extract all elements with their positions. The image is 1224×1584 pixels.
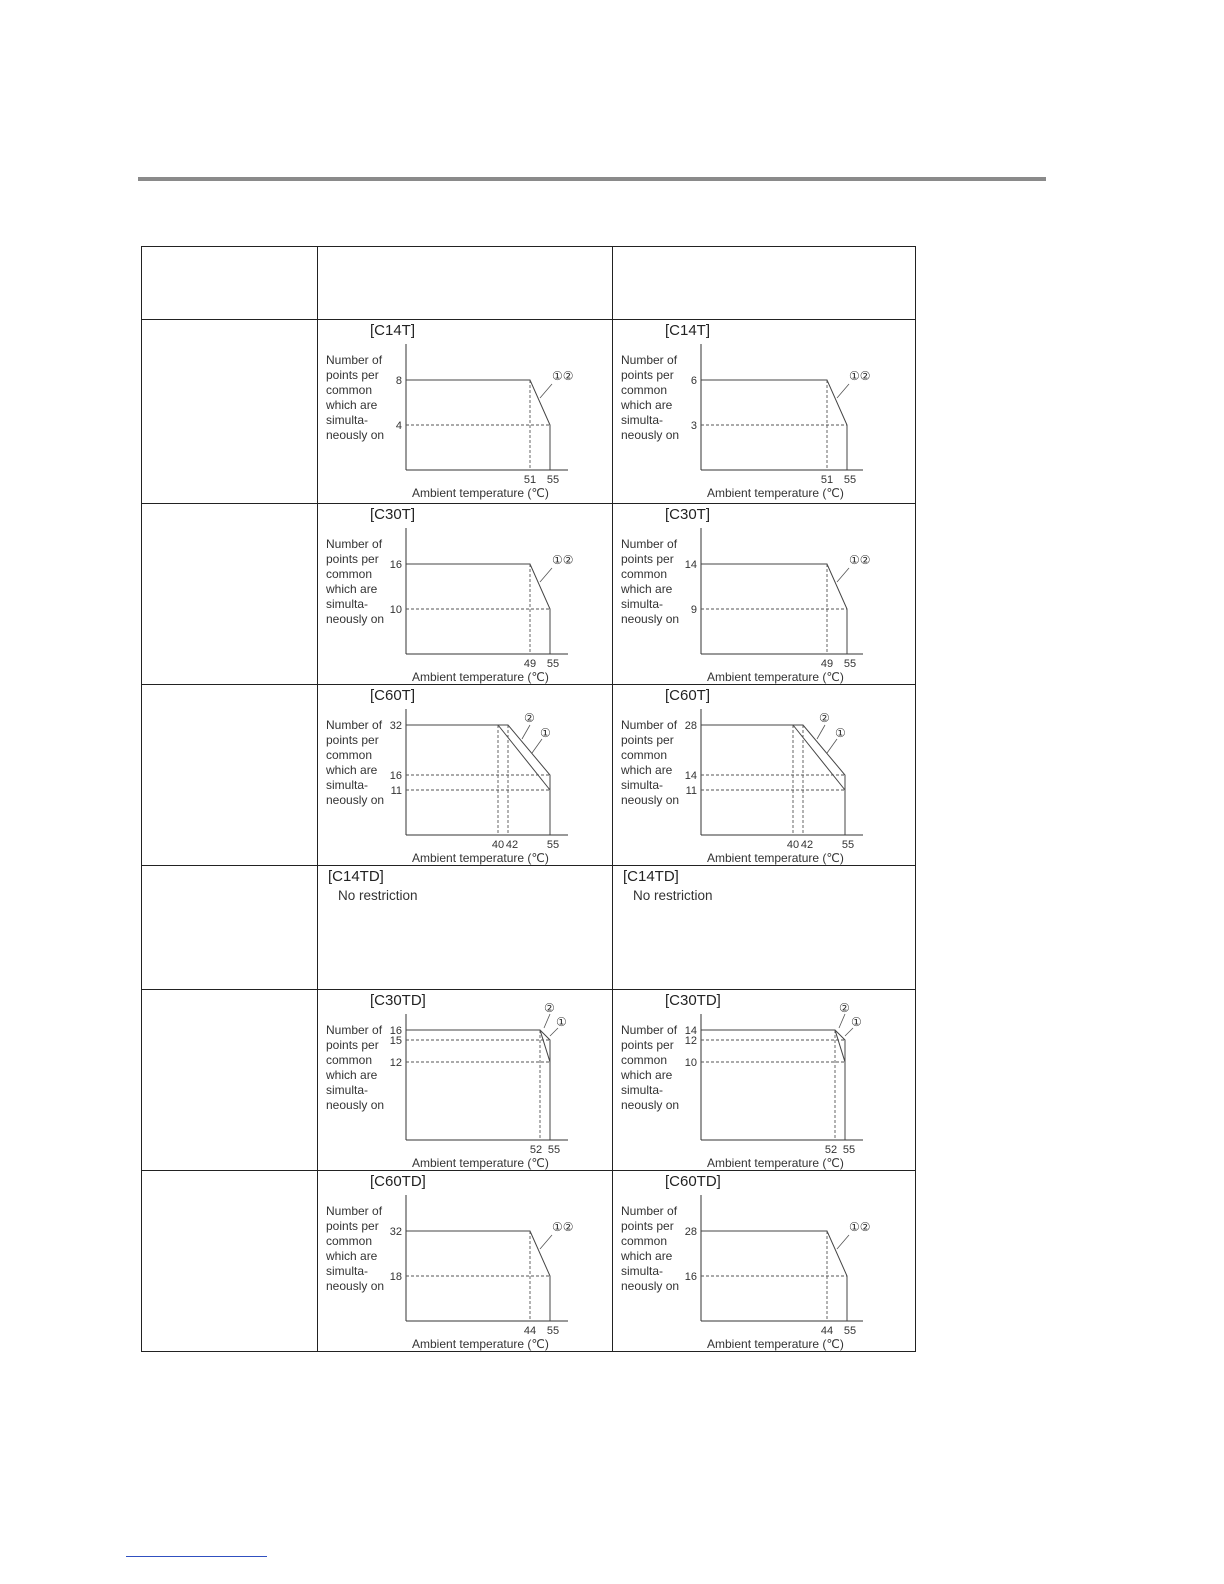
callout-leader [837, 1235, 849, 1249]
callout-label-2: ② [839, 1001, 850, 1015]
table-row-c60t [142, 685, 916, 866]
tick-x1: 40 [491, 839, 505, 851]
tick-ymin: 9 [690, 604, 697, 616]
chart-title: [C30T] [665, 506, 711, 523]
model-cell [142, 685, 318, 866]
derating-chart [613, 1171, 915, 1351]
tick-x2: 42 [800, 839, 814, 851]
y-axis-label-line: common [621, 1234, 668, 1248]
tick-ymin: 4 [395, 420, 402, 432]
table-row-c30td [142, 990, 916, 1171]
tick-x1: 44 [523, 1325, 537, 1337]
y-axis-label-line: which are [326, 763, 378, 777]
y-axis-label-line: neously on [621, 612, 680, 626]
tick-x1: 52 [824, 1144, 838, 1156]
chart-title: [C14T] [665, 322, 711, 339]
tick-ymax: 16 [389, 1025, 402, 1037]
derating-table [141, 246, 916, 1352]
x-axis-label: Ambient temperature (℃) [707, 486, 844, 500]
y-axis-label-line: Number of [326, 537, 383, 551]
table-row-c14td [142, 866, 916, 990]
tick-ymin-1: 11 [685, 785, 697, 797]
tick-x2: 55 [547, 1144, 561, 1156]
y-axis-label-line: common [326, 748, 373, 762]
y-axis-label-line: which are [326, 1068, 378, 1082]
x-axis-label: Ambient temperature (℃) [412, 1156, 549, 1170]
callout-label: ①② [849, 369, 871, 383]
tick-ymin-2: 16 [389, 770, 402, 782]
y-axis-label-line: neously on [326, 428, 385, 442]
tick-ymax: 28 [684, 1226, 697, 1238]
chart-cell-left [318, 990, 613, 1171]
y-axis-label-line: Number of [326, 1023, 383, 1037]
callout-label-2: ② [819, 711, 830, 725]
derating-curve-1 [406, 1030, 550, 1140]
x-axis-label: Ambient temperature (℃) [412, 851, 549, 865]
callout-label: ①② [552, 1220, 574, 1234]
y-axis-label-line: Number of [326, 1204, 383, 1218]
tick-x2: 42 [505, 839, 519, 851]
chart-title: [C14TD] [328, 868, 384, 885]
chart-title: [C14TD] [623, 868, 679, 885]
chart-cell-left [318, 320, 613, 504]
tick-x3: 55 [841, 839, 855, 851]
y-axis-label-line: points per [326, 1038, 379, 1052]
derating-chart [318, 320, 612, 500]
callout-leader-1 [550, 1028, 558, 1036]
chart-cell-right [613, 990, 916, 1171]
tick-ymax: 6 [690, 375, 697, 387]
tick-x1: 52 [529, 1144, 543, 1156]
callout-leader [540, 384, 552, 398]
y-axis-label-line: points per [621, 733, 674, 747]
y-axis-label-line: points per [326, 368, 379, 382]
header-rule [138, 177, 1046, 181]
tick-ymax: 14 [684, 1025, 697, 1037]
y-axis-label-line: Number of [621, 537, 678, 551]
y-axis-label-line: simulta- [621, 413, 664, 427]
x-axis-label: Ambient temperature (℃) [412, 1337, 549, 1351]
y-axis-label-line: Number of [621, 718, 678, 732]
x-axis-label: Ambient temperature (℃) [707, 1337, 844, 1351]
tick-ymax: 14 [684, 559, 697, 571]
y-axis-label-line: neously on [621, 1279, 680, 1293]
callout-label-1: ① [851, 1015, 862, 1029]
model-cell [142, 990, 318, 1171]
chart-title: [C30T] [370, 506, 416, 523]
no-restriction-text: No restriction [338, 888, 418, 903]
chart-cell-left [318, 1171, 613, 1352]
callout-leader-1 [532, 739, 542, 753]
tick-x1: 51 [820, 474, 834, 486]
callout-label-2: ② [544, 1001, 555, 1015]
derating-chart [318, 990, 612, 1170]
y-axis-label-line: neously on [326, 1098, 385, 1112]
tick-x1: 40 [786, 839, 800, 851]
table-row-c60td [142, 1171, 916, 1352]
tick-ymid: 12 [684, 1035, 697, 1047]
derating-curve-2 [701, 725, 845, 835]
chart-title: [C60T] [665, 687, 711, 704]
chart-title: [C60TD] [665, 1173, 721, 1190]
derating-chart [613, 990, 915, 1170]
model-cell [142, 320, 318, 504]
footer-link-underline[interactable] [126, 1556, 267, 1557]
y-axis-label-line: neously on [326, 612, 385, 626]
y-axis-label-line: common [621, 383, 668, 397]
chart-title: [C14T] [370, 322, 416, 339]
tick-x2: 55 [843, 474, 857, 486]
y-axis-label-line: neously on [326, 793, 385, 807]
callout-leader-2 [522, 725, 530, 739]
tick-x2: 55 [546, 474, 560, 486]
y-axis-label-line: simulta- [621, 1264, 664, 1278]
callout-leader-2 [839, 1014, 845, 1028]
y-axis-label-line: which are [621, 1249, 673, 1263]
callout-label: ①② [552, 369, 574, 383]
y-axis-label-line: common [326, 567, 373, 581]
y-axis-label-line: common [326, 1234, 373, 1248]
tick-ymin-2: 14 [684, 770, 697, 782]
y-axis-label-line: simulta- [326, 597, 369, 611]
y-axis-label-line: common [326, 1053, 373, 1067]
callout-label-1: ① [835, 726, 846, 740]
y-axis-label-line: simulta- [326, 1083, 369, 1097]
model-cell [142, 504, 318, 685]
model-cell [142, 866, 318, 990]
y-axis-label-line: simulta- [326, 778, 369, 792]
callout-leader-1 [827, 739, 837, 753]
tick-x2: 55 [546, 658, 560, 670]
chart-title: [C60T] [370, 687, 416, 704]
x-axis-label: Ambient temperature (℃) [707, 851, 844, 865]
tick-ymax: 32 [389, 1226, 402, 1238]
header-cell-left [318, 247, 613, 320]
table-header-row [142, 247, 916, 320]
chart-cell-right [613, 1171, 916, 1352]
chart-title: [C30TD] [665, 992, 721, 1009]
table-row-c30t [142, 504, 916, 685]
y-axis-label-line: which are [326, 582, 378, 596]
y-axis-label-line: which are [326, 398, 378, 412]
callout-label: ①② [849, 553, 871, 567]
y-axis-label-line: points per [621, 368, 674, 382]
y-axis-label-line: which are [621, 398, 673, 412]
callout-leader [837, 384, 849, 398]
chart-cell-right [613, 320, 916, 504]
y-axis-label-line: common [326, 383, 373, 397]
y-axis-label-line: which are [621, 1068, 673, 1082]
derating-chart [613, 320, 915, 500]
derating-chart [613, 685, 915, 865]
tick-ymin: 18 [389, 1271, 402, 1283]
callout-label-1: ① [556, 1015, 567, 1029]
tick-ymin: 12 [389, 1057, 402, 1069]
tick-ymax: 32 [389, 720, 402, 732]
y-axis-label-line: simulta- [621, 778, 664, 792]
tick-x1: 51 [523, 474, 537, 486]
chart-cell-left [318, 685, 613, 866]
derating-chart [318, 1171, 612, 1351]
y-axis-label-line: common [621, 567, 668, 581]
x-axis-label: Ambient temperature (℃) [707, 1156, 844, 1170]
y-axis-label-line: points per [326, 733, 379, 747]
callout-leader [540, 568, 552, 582]
header-cell-model [142, 247, 318, 320]
y-axis-label-line: neously on [621, 1098, 680, 1112]
tick-x2: 55 [843, 658, 857, 670]
y-axis-label-line: points per [621, 1038, 674, 1052]
callout-label: ①② [849, 1220, 871, 1234]
chart-cell-left [318, 504, 613, 685]
tick-ymin: 16 [684, 1271, 697, 1283]
no-restriction-text: No restriction [633, 888, 713, 903]
callout-label-2: ② [524, 711, 535, 725]
y-axis-label-line: Number of [621, 353, 678, 367]
y-axis-label-line: which are [326, 1249, 378, 1263]
tick-x1: 49 [820, 658, 834, 670]
callout-label: ①② [552, 553, 574, 567]
y-axis-label-line: neously on [621, 793, 680, 807]
chart-title: [C30TD] [370, 992, 426, 1009]
y-axis-label-line: neously on [326, 1279, 385, 1293]
tick-ymid: 15 [389, 1035, 402, 1047]
y-axis-label-line: points per [326, 552, 379, 566]
derating-chart [613, 504, 915, 684]
y-axis-label-line: points per [621, 1219, 674, 1233]
tick-ymin: 3 [690, 420, 697, 432]
callout-label-1: ① [540, 726, 551, 740]
x-axis-label: Ambient temperature (℃) [412, 486, 549, 500]
y-axis-label-line: simulta- [326, 413, 369, 427]
y-axis-label-line: Number of [326, 353, 383, 367]
tick-ymax: 28 [684, 720, 697, 732]
y-axis-label-line: points per [621, 552, 674, 566]
model-cell [142, 1171, 318, 1352]
tick-x1: 44 [820, 1325, 834, 1337]
tick-ymax: 8 [395, 375, 402, 387]
y-axis-label-line: which are [621, 763, 673, 777]
tick-ymin: 10 [684, 1057, 697, 1069]
y-axis-label-line: simulta- [621, 597, 664, 611]
tick-x3: 55 [546, 839, 560, 851]
chart-cell-right [613, 685, 916, 866]
y-axis-label-line: Number of [326, 718, 383, 732]
y-axis-label-line: simulta- [326, 1264, 369, 1278]
chart-cell-right [613, 504, 916, 685]
y-axis-label-line: points per [326, 1219, 379, 1233]
y-axis-label-line: common [621, 1053, 668, 1067]
tick-x2: 55 [843, 1325, 857, 1337]
derating-curve-2 [406, 725, 550, 835]
derating-chart [318, 504, 612, 684]
y-axis-label-line: common [621, 748, 668, 762]
chart-title: [C60TD] [370, 1173, 426, 1190]
y-axis-label-line: Number of [621, 1023, 678, 1037]
y-axis-label-line: simulta- [621, 1083, 664, 1097]
tick-ymax: 16 [389, 559, 402, 571]
tick-ymin-1: 11 [390, 785, 402, 797]
y-axis-label-line: Number of [621, 1204, 678, 1218]
y-axis-label-line: which are [621, 582, 673, 596]
derating-chart [318, 685, 612, 865]
y-axis-label-line: neously on [621, 428, 680, 442]
x-axis-label: Ambient temperature (℃) [707, 670, 844, 684]
chart-cell-left [318, 866, 613, 990]
callout-leader [540, 1235, 552, 1249]
callout-leader-1 [845, 1028, 853, 1036]
tick-ymin: 10 [389, 604, 402, 616]
x-axis-label: Ambient temperature (℃) [412, 670, 549, 684]
table-row-c14t [142, 320, 916, 504]
header-cell-right [613, 247, 916, 320]
tick-x2: 55 [546, 1325, 560, 1337]
callout-leader [837, 568, 849, 582]
tick-x1: 49 [523, 658, 537, 670]
tick-x2: 55 [842, 1144, 856, 1156]
chart-cell-right [613, 866, 916, 990]
derating-curve-1 [701, 1030, 845, 1140]
callout-leader-2 [544, 1014, 550, 1028]
callout-leader-2 [817, 725, 825, 739]
